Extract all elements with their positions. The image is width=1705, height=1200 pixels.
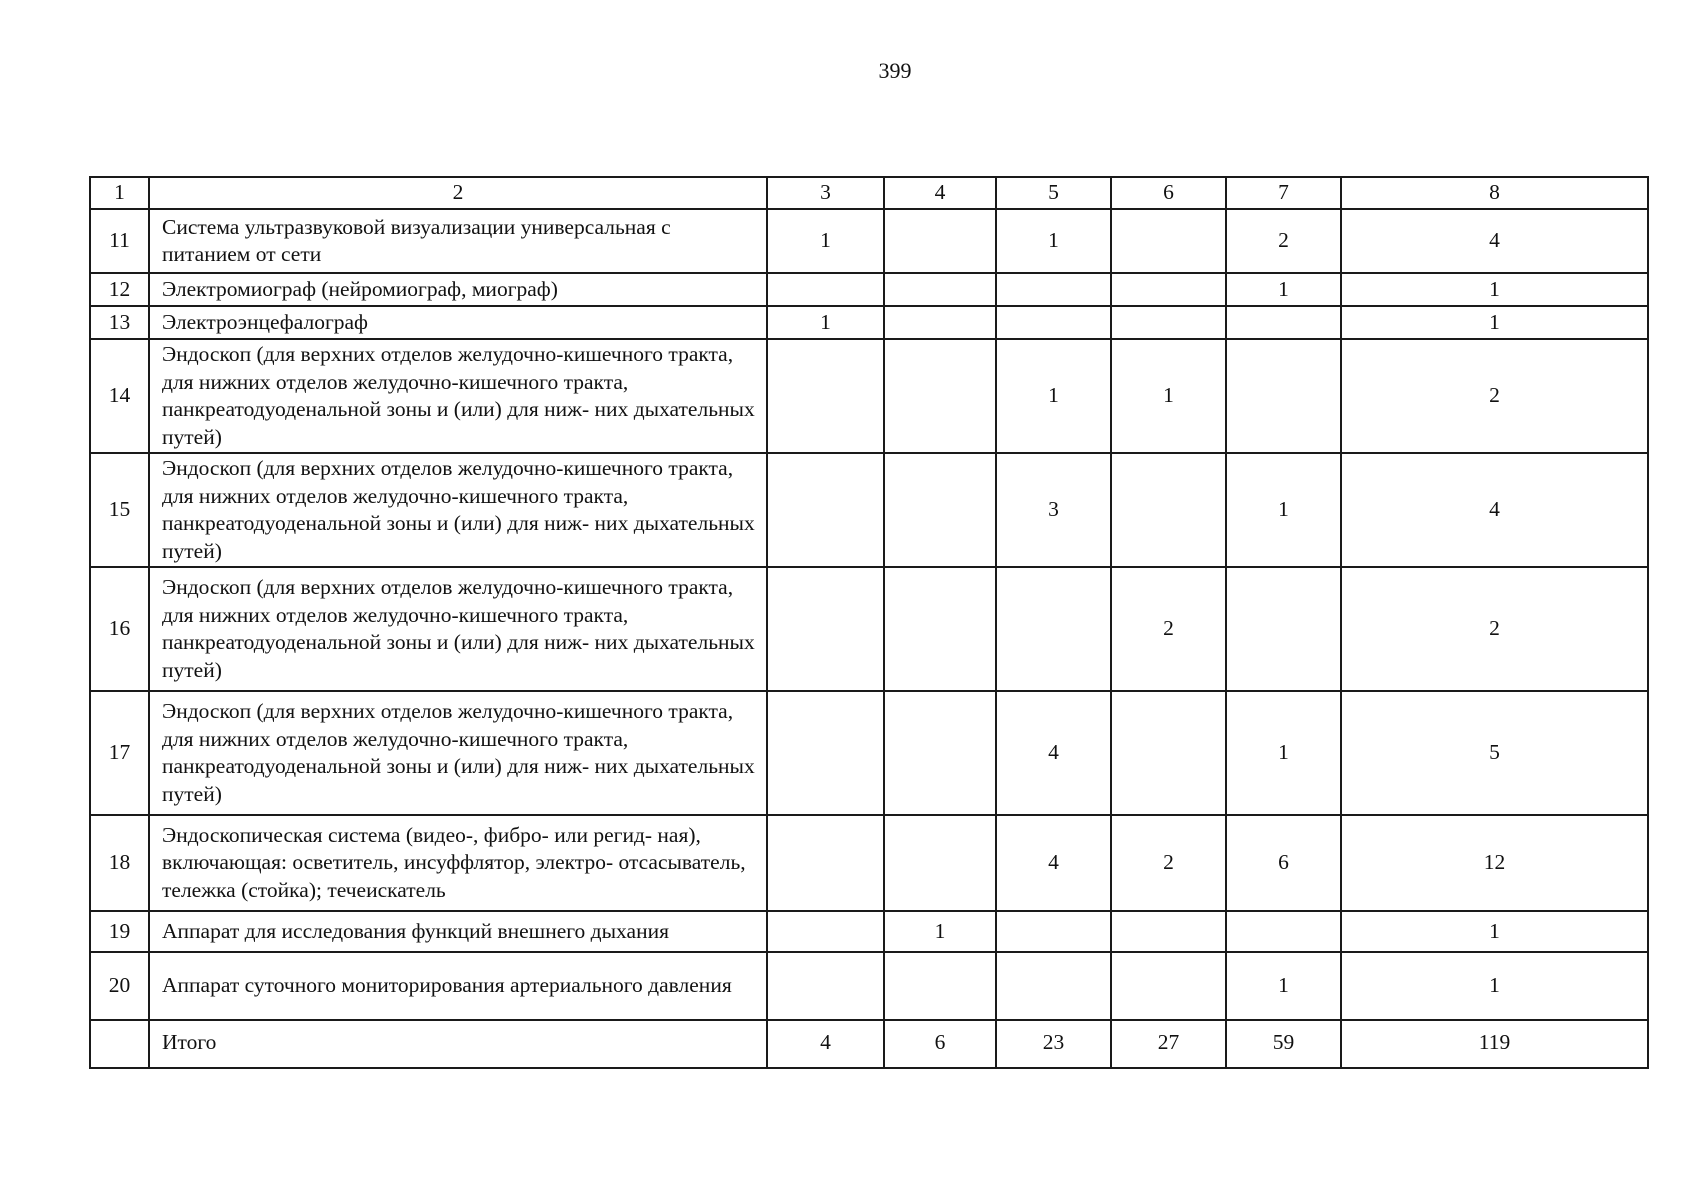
total-cell: 4 (1341, 453, 1648, 567)
equipment-name-cell: Эндоскоп (для верхних отделов желудочно-кишечного тракта, для нижних отделов желудочно-кишечного тракта, панкреатодуоденальной зоны и (или) для ниж- них дыхательных путей) (149, 567, 767, 691)
table-row (90, 209, 1648, 273)
equipment-name-cell: Эндоскоп (для верхних отделов желудочно-кишечного тракта, для нижних отделов желудочно-кишечного тракта, панкреатодуоденальной зоны и (или) для ниж- них дыхательных путей) (149, 339, 767, 453)
qty-cell-col4 (884, 306, 996, 339)
header-cell: 1 (90, 177, 149, 209)
qty-cell-col3 (767, 952, 884, 1020)
equipment-name-cell: Система ультразвуковой визуализации универсальная с питанием от сети (149, 209, 767, 273)
row-number-cell: 17 (90, 691, 149, 815)
row-number-cell: 20 (90, 952, 149, 1020)
qty-cell-col3 (767, 567, 884, 691)
row-number-cell: 13 (90, 306, 149, 339)
qty-cell-col4 (884, 339, 996, 453)
table-row (90, 453, 1648, 567)
qty-cell-col7: 6 (1226, 815, 1341, 911)
qty-cell-col5 (996, 911, 1111, 952)
total-cell: 1 (1341, 273, 1648, 306)
qty-cell-col7: 1 (1226, 952, 1341, 1020)
table-row (90, 691, 1648, 815)
qty-cell-col5: 4 (996, 691, 1111, 815)
qty-cell-col4 (884, 273, 996, 306)
qty-cell-col4 (884, 952, 996, 1020)
qty-cell-col4 (884, 453, 996, 567)
total-cell: 5 (1341, 691, 1648, 815)
total-cell: 4 (1341, 209, 1648, 273)
equipment-name-cell: Аппарат для исследования функций внешнего дыхания (149, 911, 767, 952)
equipment-name-cell: Эндоскопическая система (видео-, фибро- или регид- ная), включающая: осветитель, инсуффлятор, электро- отсасыватель, тележка (стойка); течеискатель (149, 815, 767, 911)
totals-row (90, 1020, 1648, 1068)
qty-cell-col4 (884, 815, 996, 911)
qty-cell-col3: 1 (767, 306, 884, 339)
header-cell: 3 (767, 177, 884, 209)
table-row (90, 306, 1648, 339)
row-number-cell: 16 (90, 567, 149, 691)
table-row (90, 815, 1648, 911)
total-col4: 6 (884, 1020, 996, 1068)
qty-cell-col7 (1226, 339, 1341, 453)
equipment-name-cell: Эндоскоп (для верхних отделов желудочно-кишечного тракта, для нижних отделов желудочно-кишечного тракта, панкреатодуоденальной зоны и (или) для ниж- них дыхательных путей) (149, 453, 767, 567)
row-number-cell: 14 (90, 339, 149, 453)
qty-cell-col4: 1 (884, 911, 996, 952)
qty-cell-col6: 2 (1111, 815, 1226, 911)
qty-cell-col6 (1111, 952, 1226, 1020)
qty-cell-col6 (1111, 273, 1226, 306)
qty-cell-col7 (1226, 306, 1341, 339)
total-col3: 4 (767, 1020, 884, 1068)
qty-cell-col5 (996, 567, 1111, 691)
qty-cell-col7 (1226, 911, 1341, 952)
qty-cell-col7: 1 (1226, 273, 1341, 306)
qty-cell-col6 (1111, 306, 1226, 339)
row-number-cell: 18 (90, 815, 149, 911)
equipment-table (89, 176, 1649, 1069)
qty-cell-col7 (1226, 567, 1341, 691)
qty-cell-col4 (884, 567, 996, 691)
header-cell: 6 (1111, 177, 1226, 209)
qty-cell-col4 (884, 209, 996, 273)
qty-cell-col6: 1 (1111, 339, 1226, 453)
qty-cell-col6 (1111, 911, 1226, 952)
qty-cell-col5: 3 (996, 453, 1111, 567)
total-col6: 27 (1111, 1020, 1226, 1068)
qty-cell-col5: 4 (996, 815, 1111, 911)
table-row (90, 339, 1648, 453)
total-cell: 1 (1341, 952, 1648, 1020)
row-number-cell (90, 1020, 149, 1068)
equipment-name-cell: Электроэнцефалограф (149, 306, 767, 339)
qty-cell-col4 (884, 691, 996, 815)
qty-cell-col7: 1 (1226, 453, 1341, 567)
qty-cell-col5: 1 (996, 209, 1111, 273)
header-row (90, 177, 1648, 209)
qty-cell-col3 (767, 815, 884, 911)
qty-cell-col6 (1111, 691, 1226, 815)
equipment-name-cell: Эндоскоп (для верхних отделов желудочно-кишечного тракта, для нижних отделов желудочно-кишечного тракта, панкреатодуоденальной зоны и (или) для ниж- них дыхательных путей) (149, 691, 767, 815)
qty-cell-col5: 1 (996, 339, 1111, 453)
total-cell: 2 (1341, 339, 1648, 453)
qty-cell-col5 (996, 273, 1111, 306)
row-number-cell: 11 (90, 209, 149, 273)
header-cell: 8 (1341, 177, 1648, 209)
total-cell: 2 (1341, 567, 1648, 691)
qty-cell-col3 (767, 273, 884, 306)
qty-cell-col7: 1 (1226, 691, 1341, 815)
qty-cell-col5 (996, 306, 1111, 339)
total-cell: 1 (1341, 306, 1648, 339)
qty-cell-col3 (767, 691, 884, 815)
row-number-cell: 12 (90, 273, 149, 306)
qty-cell-col5 (996, 952, 1111, 1020)
row-number-cell: 15 (90, 453, 149, 567)
total-cell: 12 (1341, 815, 1648, 911)
header-cell: 5 (996, 177, 1111, 209)
qty-cell-col3 (767, 911, 884, 952)
qty-cell-col6 (1111, 453, 1226, 567)
qty-cell-col6: 2 (1111, 567, 1226, 691)
total-col7: 59 (1226, 1020, 1341, 1068)
qty-cell-col3 (767, 453, 884, 567)
table-row (90, 911, 1648, 952)
total-cell: 1 (1341, 911, 1648, 952)
qty-cell-col7: 2 (1226, 209, 1341, 273)
header-cell: 7 (1226, 177, 1341, 209)
qty-cell-col3 (767, 339, 884, 453)
equipment-name-cell: Электромиограф (нейромиограф, миограф) (149, 273, 767, 306)
header-cell: 2 (149, 177, 767, 209)
qty-cell-col3: 1 (767, 209, 884, 273)
header-cell: 4 (884, 177, 996, 209)
table-row (90, 567, 1648, 691)
total-col5: 23 (996, 1020, 1111, 1068)
totals-label: Итого (149, 1020, 767, 1068)
table-row (90, 273, 1648, 306)
equipment-name-cell: Аппарат суточного мониторирования артериального давления (149, 952, 767, 1020)
qty-cell-col6 (1111, 209, 1226, 273)
grand-total: 119 (1341, 1020, 1648, 1068)
page-number: 399 (878, 58, 912, 83)
row-number-cell: 19 (90, 911, 149, 952)
table-row (90, 952, 1648, 1020)
